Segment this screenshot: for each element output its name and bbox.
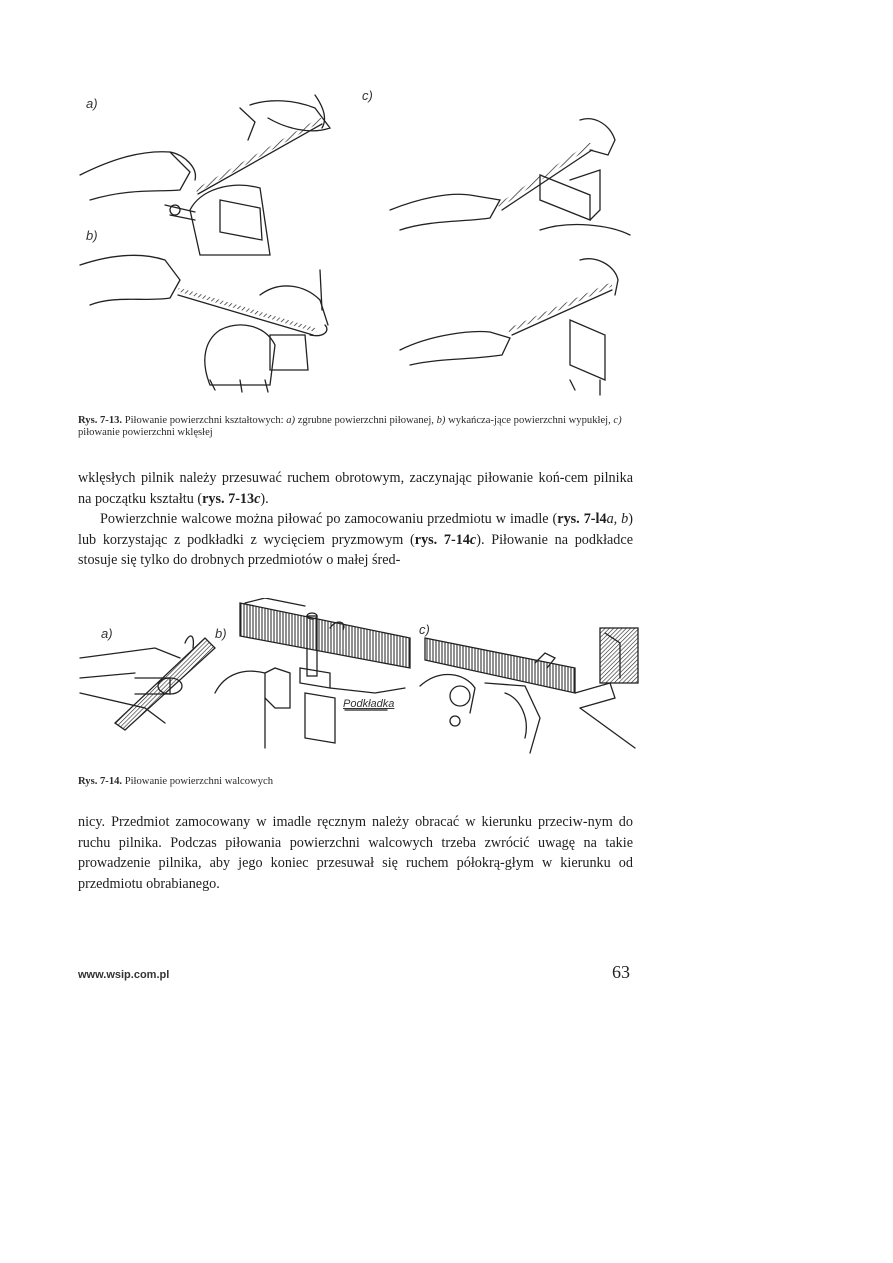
- figure-7-13-caption: [78, 415, 638, 439]
- illustration-c-bottom: [400, 259, 618, 395]
- figure-ref: rys. 7-l4: [557, 511, 607, 527]
- figure-7-14-illustration: [75, 598, 655, 758]
- page-number: 63: [612, 962, 630, 982]
- paragraph-1: wklęsłych pilnik należy przesuwać ruchem obrotowym, zaczynając piłowanie koń-cem pilnika na początku kształtu (rys. 7-13c).: [78, 470, 633, 507]
- caption-c-text: piłowanie powierzchni wklęsłej: [78, 427, 213, 438]
- caption-b: b): [436, 415, 446, 426]
- figure-ref: rys. 7-14: [414, 531, 470, 548]
- caption-c: c): [613, 415, 622, 426]
- paragraph-2: Powierzchnie walcowe można piłować po zamocowaniu przedmiotu w imadle (rys. 7-l4a, b) lub korzystając z podkładki z wycięciem pryzmowym (rys. 7-14c). Piłowanie na podkładce stosuje się tylko do drobnych przedmiotów o małej śred-: [78, 511, 634, 568]
- fig-7-13-label-b: b): [86, 228, 98, 243]
- caption-number: Rys. 7-13.: [78, 415, 123, 426]
- paragraph-3: nicy. Przedmiot zamocowany w imadle ręcznym należy obracać w kierunku przeciw-nym do ruchu pilnika. Podczas piłowania powierzchni walcowych trzeba zwrócić uwagę na takie prowadzenie pilnika, aby jego koniec przesuwał się ruchem półokrą-głym w kierunku od przedmiotu obrabianego.: [78, 814, 633, 892]
- caption-a: a): [286, 415, 296, 426]
- figure-7-14: [75, 598, 655, 758]
- illustration-14a: [80, 636, 215, 730]
- figure-7-13-illustration: [70, 80, 650, 400]
- footer-url: www.wsip.com.pl: [78, 969, 170, 981]
- caption-a-text: zgrubne powierzchni piłowanej,: [297, 415, 434, 426]
- fig-7-13-label-c: c): [362, 88, 373, 103]
- illustration-b: [80, 255, 328, 392]
- figure-7-13: [70, 80, 650, 400]
- figure-ref: rys. 7-13: [202, 490, 255, 507]
- illustration-c-top: [390, 119, 630, 235]
- body-text-lower: [78, 812, 633, 894]
- fig-7-14-label-podkladka: Podkładka: [343, 698, 395, 710]
- fig-7-14-label-c: c): [419, 622, 430, 637]
- figure-7-14-caption: [78, 776, 638, 788]
- body-text-upper: [78, 468, 633, 571]
- caption-text: Piłowanie powierzchni kształtowych:: [124, 415, 284, 426]
- caption-b-text: wykańcza-jące powierzchni wypukłej,: [448, 415, 611, 426]
- caption-text: Piłowanie powierzchni walcowych: [124, 776, 273, 787]
- fig-7-13-label-a: a): [86, 96, 98, 111]
- illustration-a: [80, 95, 330, 255]
- fig-7-14-label-b: b): [215, 626, 227, 641]
- illustration-14c: [420, 628, 638, 753]
- illustration-14b: [215, 598, 410, 748]
- fig-7-14-label-a: a): [101, 626, 113, 641]
- caption-number: Rys. 7-14.: [78, 776, 123, 787]
